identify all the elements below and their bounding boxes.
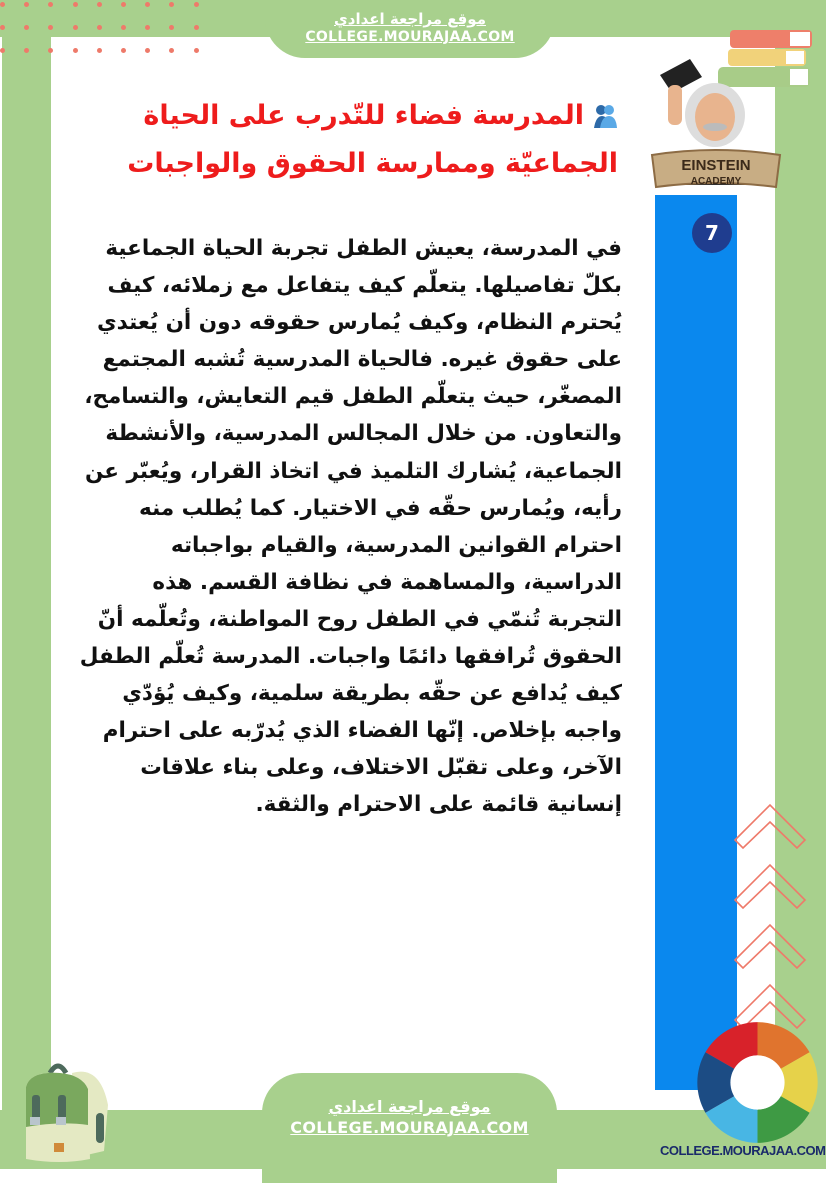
title-line-1: المدرسة فضاء للتّدرب على الحياة [143, 100, 584, 131]
left-green-strip [2, 0, 51, 1169]
einstein-academy-logo [640, 15, 820, 195]
header-site-name[interactable]: موقع مراجعة اعدادي [334, 10, 486, 28]
article-title [100, 92, 618, 188]
header-site-url[interactable]: COLLEGE.MOURAJAA.COM [305, 29, 515, 45]
article-body [76, 230, 622, 824]
page-number-badge: 7 [692, 213, 732, 253]
books-stack-icon [718, 30, 812, 87]
body-paragraph: في المدرسة، يعيش الطفل تجربة الحياة الجماعية بكلّ تفاصيلها. يتعلّم كيف يتفاعل مع زملائه، كيف يُحترم النظام، وكيف يُمارس حقوقه دون أن يُعتدي على حقوق غيره. فالحياة المدرسية تُشبه المجتمع المصغّر، حيث يتعلّم الطفل قيم التعايش، والتسامح، والتعاون. من خلال المجالس المدرسية، والأنشطة الجماعية، يُشارك التلميذ في اتخاذ القرار، ويُعبّر عن رأيه، ويُمارس حقّه في الاختيار. كما يُطلب منه احترام القوانين المدرسية، والقيام بواجباته الدراسية، والمساهمة في نظافة القسم. هذه التجربة تُنمّي في الطفل روح المواطنة، وتُعلّمه أنّ الحقوق تُرافقها دائمًا واجبات. المدرسة تُعلّم الطفل كيف يُدافع عن حقّه بطريقة سلمية، وكيف يُؤدّي واجبه بإخلاص. إنّها الفضاء الذي يُدرّبه على احترام الآخر، وعلى تقبّل الاختلاف، وعلى بناء علاقات إنسانية قائمة على الاحترام والثقة. [79, 236, 622, 818]
decorative-dots [0, 0, 260, 55]
side-accent-bar [655, 195, 737, 1090]
header-site-tab [265, 0, 555, 58]
footer-site-name[interactable]: موقع مراجعة اعدادي [328, 1097, 491, 1116]
backpack-icon [20, 1055, 115, 1169]
einstein-academy-badge [652, 150, 780, 187]
title-line-2: الجماعيّة وممارسة الحقوق والواجبات [127, 148, 618, 179]
chevron-up-decoration-icon [730, 790, 810, 1040]
footer-logo-text[interactable]: COLLEGE.MOURAJAA.COM [660, 1143, 826, 1158]
footer-site-url[interactable]: COLLEGE.MOURAJAA.COM [290, 1118, 529, 1137]
people-hugging-icon [592, 104, 618, 130]
footer-site-tab [262, 1073, 557, 1183]
svg-text:ACADEMY: ACADEMY [690, 176, 742, 187]
school-subjects-wheel-icon [695, 1020, 820, 1145]
svg-text:EINSTEIN: EINSTEIN [681, 157, 751, 174]
